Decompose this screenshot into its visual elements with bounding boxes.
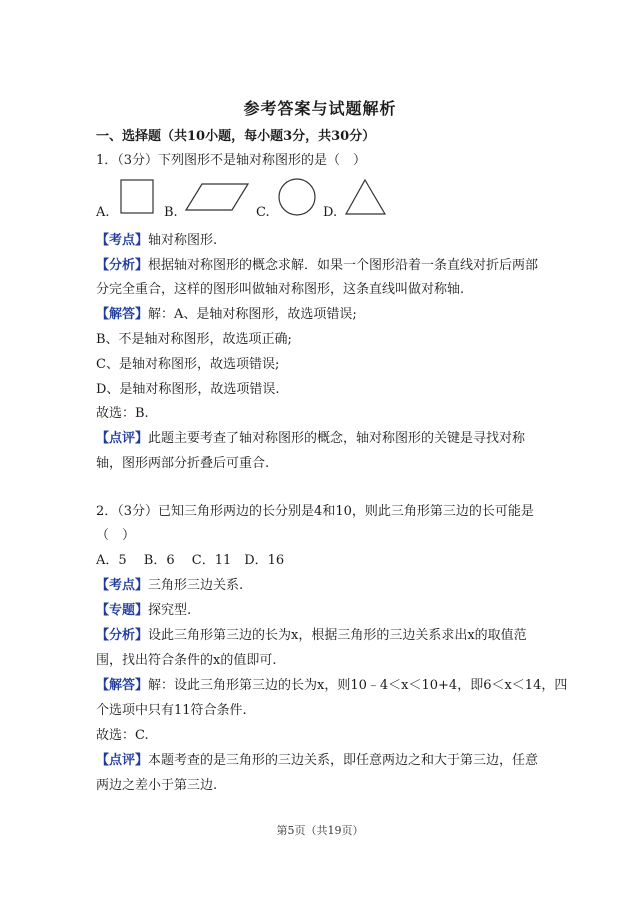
dianping-tag: 【点评】	[96, 753, 149, 768]
q1-jieda-d: D、是轴对称图形，故选项错误.	[96, 382, 280, 397]
dianping-tag: 【点评】	[96, 431, 149, 446]
q2-stem-cont: （ ）	[96, 528, 136, 543]
kaodian-tag: 【考点】	[96, 233, 149, 248]
jieda-tag: 【解答】	[96, 678, 149, 693]
jieda-text: 解：设此三角形第三边的长为x，则10﹣4＜x＜10+4，即6＜x＜14，四	[148, 678, 568, 693]
zhuanti-tag: 【专题】	[96, 603, 149, 618]
q1-option-d-label: D.	[323, 205, 338, 220]
q1-dianping-cont: 轴，图形两部分折叠后可重合.	[96, 456, 270, 471]
fenxi-tag: 【分析】	[96, 628, 149, 643]
q1-fenxi	[96, 257, 556, 275]
q2-jieda	[96, 677, 568, 695]
page-footer: 第5页（共19页）	[276, 824, 364, 837]
q1-jieda-c: C、是轴对称图形，故选项错误;	[96, 357, 280, 372]
kaodian-text: 轴对称图形.	[148, 233, 218, 248]
q1-stem: 1．（3分）下列图形不是轴对称图形的是（ ）	[96, 153, 367, 168]
q2-fenxi-cont: 围，找出符合条件的x的值即可.	[96, 653, 277, 668]
q1-jieda	[96, 306, 556, 324]
q1-answer: 故选：B.	[96, 406, 149, 421]
jieda-tag: 【解答】	[96, 307, 149, 322]
q1-option-a-label: A.	[96, 205, 110, 220]
q2-kaodian	[96, 577, 556, 595]
dianping-text: 此题主要考查了轴对称图形的概念，轴对称图形的关键是寻找对称	[148, 431, 526, 446]
q1-dianping	[96, 430, 556, 448]
q1-option-figures	[96, 176, 396, 220]
q1-option-c-label: C.	[256, 205, 270, 220]
fenxi-text: 设此三角形第三边的长为x，根据三角形的三边关系求出x的取值范	[148, 628, 527, 643]
q1-option-b-label: B.	[164, 205, 178, 220]
q2-options: A．5 B．6 C．11 D．16	[96, 553, 285, 568]
q1-jieda-b: B、不是轴对称图形，故选项正确;	[96, 332, 292, 347]
q2-jieda-cont: 个选项中只有11符合条件.	[96, 703, 247, 718]
fenxi-tag: 【分析】	[96, 258, 149, 273]
q2-dianping	[96, 752, 556, 770]
q2-fenxi	[96, 627, 556, 645]
q1-kaodian	[96, 232, 556, 250]
q1-fenxi-cont: 分完全重合，这样的图形叫做轴对称图形，这条直线叫做对称轴.	[96, 282, 465, 297]
square-shape	[120, 176, 154, 216]
q2-answer: 故选：C.	[96, 728, 149, 743]
fenxi-text: 根据轴对称图形的概念求解．如果一个图形沿着一条直线对折后两部	[148, 258, 539, 273]
section-heading: 一、选择题（共10小题，每小题3分，共30分）	[96, 129, 376, 144]
zhuanti-text: 探究型.	[148, 603, 192, 618]
circle-shape	[276, 176, 318, 218]
parallelogram-shape	[184, 176, 250, 216]
kaodian-text: 三角形三边关系.	[148, 578, 244, 593]
kaodian-tag: 【考点】	[96, 578, 149, 593]
triangle-shape	[344, 176, 388, 218]
q2-stem: 2．（3分）已知三角形两边的长分别是4和10，则此三角形第三边的长可能是	[96, 504, 534, 519]
dianping-text: 本题考查的是三角形的三边关系，即任意两边之和大于第三边，任意	[148, 753, 539, 768]
q2-zhuanti	[96, 602, 556, 620]
jieda-text: 解：A、是轴对称图形，故选项错误;	[148, 307, 357, 322]
page-title: 参考答案与试题解析	[243, 99, 397, 118]
q2-dianping-cont: 两边之差小于第三边.	[96, 778, 218, 793]
